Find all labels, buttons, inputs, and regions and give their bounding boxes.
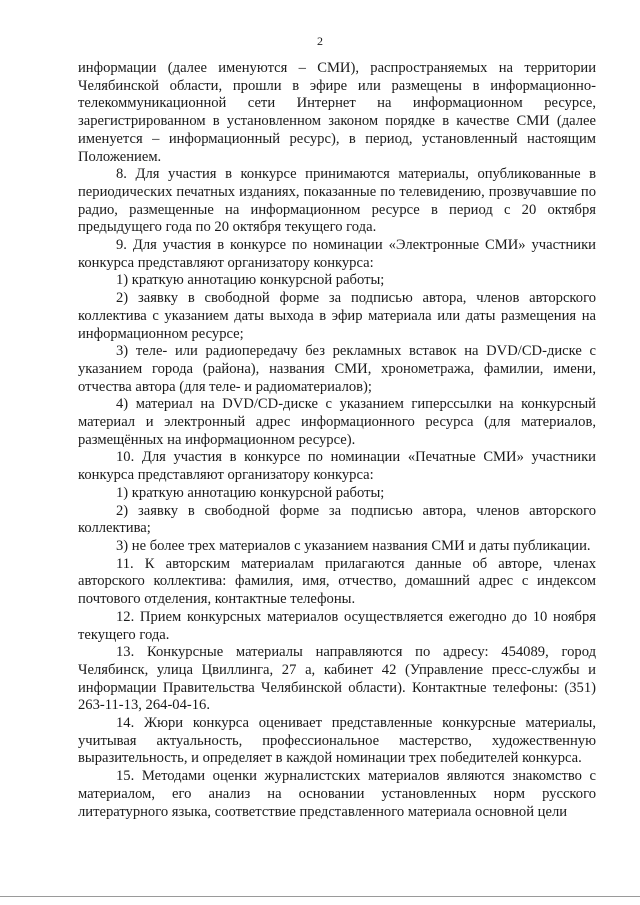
paragraph-item-14: 14. Жюри конкурса оценивает представленные конкурсные материалы, учитывая актуальность, профессиональное мастерство, художественную выразительность, и определяет в каждой номинации трех победителей конкурса.: [78, 715, 596, 767]
paragraph-item-8: 8. Для участия в конкурсе принимаются материалы, опубликованные в периодических печатных изданиях, показанные по телевидению, прозвучавшие по радио, размещенные на информационном ресурсе в период с 20 октября предыдущего года по 20 октября текущего года.: [78, 166, 596, 236]
page-number: 2: [317, 34, 323, 48]
paragraph-item-9-sub-4: 4) материал на DVD/CD-диске с указанием гиперссылки на конкурсный материал и электронный адрес информационного ресурса (для материалов, размещённых на информационном ресурсе).: [78, 396, 596, 448]
paragraph-item-13: 13. Конкурсные материалы направляются по адресу: 454089, город Челябинск, улица Цвиллинга, 27 а, кабинет 42 (Управление пресс-службы и информации Правительства Челябинской области). Контактные телефоны: (351) 263-11-13, 264-04-16.: [78, 644, 596, 714]
paragraph-continuation: информации (далее именуются – СМИ), распространяемых на территории Челябинской области, прошли в эфире или размещены в информационно-телекоммуникационной сети Интернет на информационном ресурсе, зарегистрированном в установленном законом порядке в качестве СМИ (далее именуется – информационный ресурс), в период, установленный настоящим Положением.: [78, 60, 596, 165]
paragraph-item-10: 10. Для участия в конкурсе по номинации «Печатные СМИ» участники конкурса представляют организатору конкурса:: [78, 449, 596, 484]
paragraph-item-10-sub-3: 3) не более трех материалов с указанием названия СМИ и даты публикации.: [116, 537, 591, 554]
paragraph-item-10-sub-2: 2) заявку в свободной форме за подписью автора, членов авторского коллектива;: [78, 502, 596, 537]
paragraph-item-11: 11. К авторским материалам прилагаются данные об авторе, членах авторского коллектива: фамилия, имя, отчество, домашний адрес с индексом почтового отделения, контактные телефоны.: [78, 555, 596, 608]
paragraph-item-15: 15. Методами оценки журналистских материалов являются знакомство с материалом, его анализ на основании установленных норм русского литературного языка, соответствие представленного материала основной цели: [78, 768, 596, 820]
paragraph-item-9-sub-1: 1) краткую аннотацию конкурсной работы;: [116, 272, 385, 289]
paragraph-item-10-sub-1: 1) краткую аннотацию конкурсной работы;: [116, 484, 385, 501]
paragraph-item-9: 9. Для участия в конкурсе по номинации «Электронные СМИ» участники конкурса представляют организатору конкурса:: [78, 237, 596, 271]
paragraph-item-9-sub-3: 3) теле- или радиопередачу без рекламных вставок на DVD/CD-диске с указанием города (района), названия СМИ, хронометража, фамилии, имени, отчества автора (для теле- и радиоматериалов);: [78, 343, 596, 395]
page-bottom-divider: [0, 896, 640, 897]
paragraph-item-9-sub-2: 2) заявку в свободной форме за подписью автора, членов авторского коллектива с указанием даты выхода в эфир материала или даты размещения на информационном ресурсе;: [78, 290, 596, 342]
paragraph-item-12: 12. Прием конкурсных материалов осуществляется ежегодно до 10 ноября текущего года.: [78, 608, 596, 643]
document-body: [78, 60, 596, 821]
